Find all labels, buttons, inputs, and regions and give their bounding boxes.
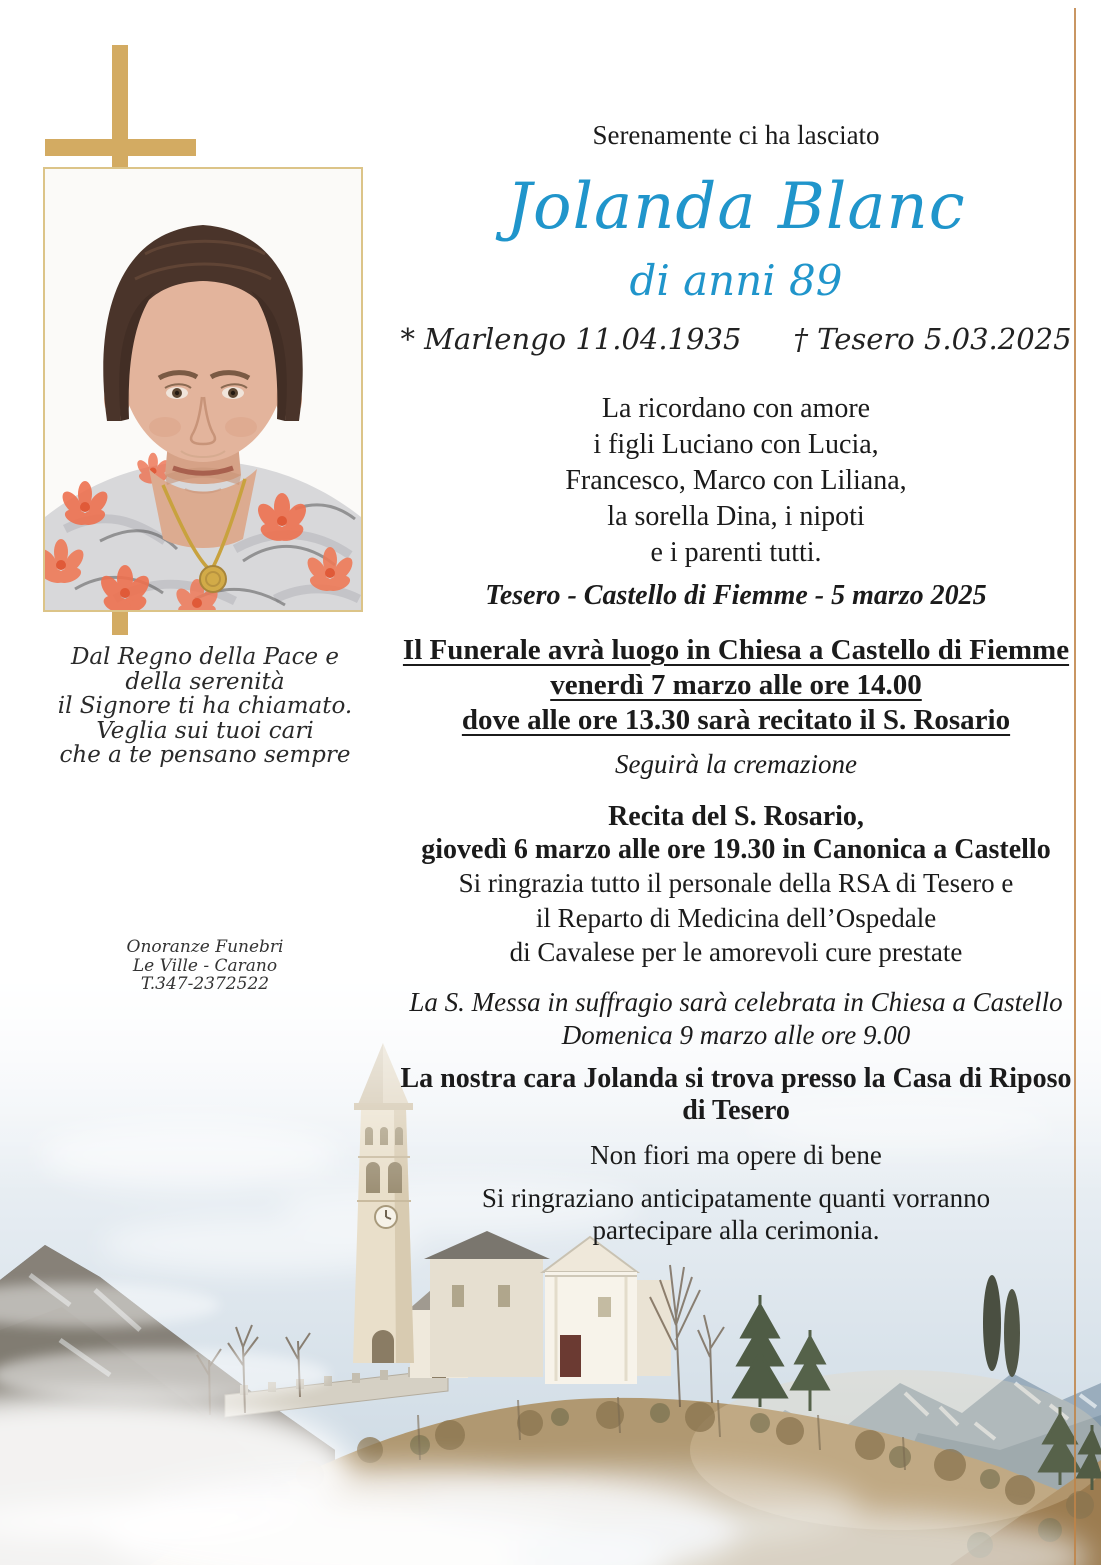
birth-death-dates [390,322,1082,356]
age-line: di anni 89 [629,256,843,305]
deceased-portrait-illustration [45,169,361,610]
participation-text [390,1183,1082,1246]
location-line: La nostra cara Jolanda si trova presso la Casa di Riposo [400,1063,1072,1094]
funeral-home-name: Onoranze Funebri [126,937,284,957]
cremation-line: Seguirà la cremazione [615,749,857,779]
no-flowers-line: Non fiori ma opere di bene [590,1140,882,1170]
poem-line: Dal Regno della Pace e [70,644,340,670]
mass-line: Domenica 9 marzo alle ore 9.00 [561,1020,911,1050]
thanks-text [390,866,1082,970]
cross-icon [45,139,196,156]
location-line: di Tesero [682,1095,790,1126]
thanks-line: di Cavalese per le amorevoli cure prestate [509,937,963,967]
thanks-line: il Reparto di Medicina dell’Ospedale [535,902,937,933]
funeral-line: venerdì 7 marzo alle ore 14.00 [550,669,922,701]
death-date: † Tesero 5.03.2025 [793,322,1072,356]
funeral-line: dove alle ore 13.30 sarà recitato il S. Rosario [461,704,1011,736]
remembrance-text [390,391,1082,571]
remembrance-line: La ricordano con amore [601,393,871,424]
funeral-home-location: Le Ville - Carano [132,955,278,976]
participation-line: partecipare alla cerimonia. [592,1214,880,1245]
funeral-home-info [80,938,330,994]
remembrance-line: e i parenti tutti. [650,537,822,568]
remembrance-line: i figli Luciano con Lucia, [593,429,879,460]
intro-line: Serenamente ci ha lasciato [592,120,880,150]
funeral-announcement [390,633,1082,738]
place-date-line: Tesero - Castello di Fiemme - 5 marzo 2025 [485,580,987,611]
deceased-name: Jolanda Blanc [506,170,966,244]
remembrance-line: la sorella Dina, i nipoti [607,501,865,532]
memorial-poem [25,645,385,768]
poem-line: Veglia sui tuoi cari [96,717,314,744]
participation-line: Si ringraziano anticipatamente quanti vorranno [481,1183,991,1213]
poem-line: della serenità [125,668,285,695]
birth-date: * Marlengo 11.04.1935 [400,322,742,356]
poem-line: che a te pensano sempre [59,742,351,768]
poem-line: il Signore ti ha chiamato. [57,693,353,719]
rosary-line: Recita del S. Rosario, [608,801,864,832]
mass-line: La S. Messa in suffragio sarà celebrata in Chiesa a Castello [409,987,1063,1017]
rosary-announcement [390,800,1082,866]
thanks-line: Si ringrazia tutto il personale della RSA di Tesero e [458,868,1014,898]
rosary-line: giovedì 6 marzo alle ore 19.30 in Canonica a Castello [421,834,1051,865]
resting-location [390,1063,1082,1127]
portrait-photo [43,167,363,612]
mass-announcement [390,986,1082,1052]
funeral-line: Il Funerale avrà luogo in Chiesa a Castello di Fiemme [402,634,1070,666]
funeral-home-phone: T.347-2372522 [140,974,270,994]
remembrance-line: Francesco, Marco con Liliana, [565,465,907,496]
